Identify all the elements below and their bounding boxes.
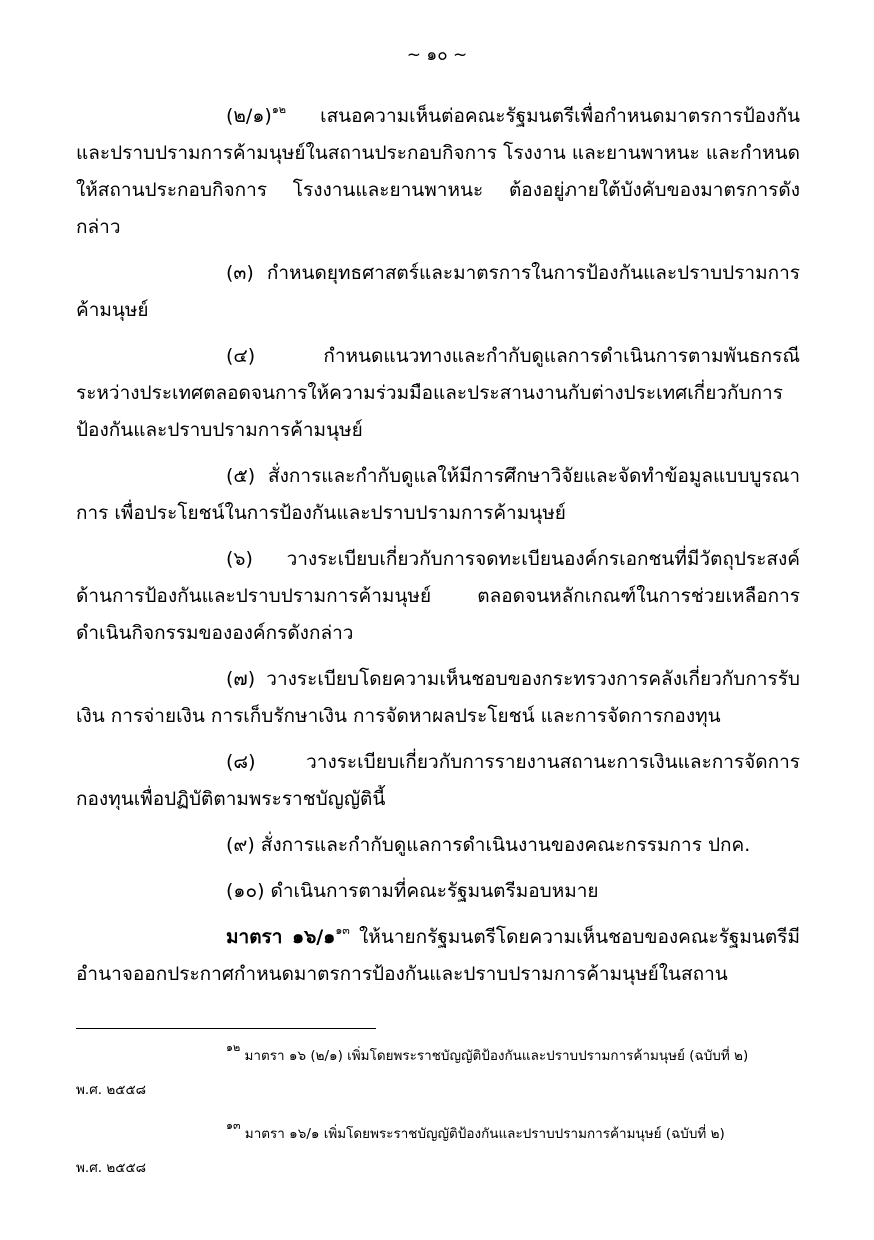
footnote-ref-12[interactable]: ๑๒: [271, 103, 287, 116]
footnote-mark: ๑๒: [226, 1041, 241, 1054]
paragraph-3: (๓) กำหนดยุทธศาสตร์และมาตรการในการป้องกันและปราบปรามการค้ามนุษย์: [76, 262, 800, 321]
paragraph-text: เสนอความเห็นต่อคณะรัฐมนตรีเพื่อกำหนดมาตรการป้องกันและปราบปรามการค้ามนุษย์ในสถานประกอบกิจการ โรงงาน และยานพาหนะ และกำหนดให้สถานประกอบกิจการ โรงงานและยานพาหนะ ต้องอยู่ภายใต้บังคับของมาตรการดังกล่าว: [76, 105, 800, 238]
paragraph-2-1: [76, 98, 800, 246]
paragraph-9: (๙) สั่งการและกำกับดูแลการดำเนินงานของคณะกรรมการ ปกค.: [226, 834, 751, 856]
section-16-1: [76, 919, 800, 993]
clause-number: (๒/๑): [226, 105, 272, 127]
footnote-text: มาตรา ๑๖/๑ เพิ่มโดยพระราชบัญญัติป้องกันและปราบปรามการค้ามนุษย์ (ฉบับที่ ๒): [240, 1126, 725, 1142]
page-number: ~ ๑๐ ~: [406, 45, 468, 65]
footnote-mark: ๑๓: [226, 1119, 241, 1132]
footnote-13-year: พ.ศ. ๒๕๕๘: [76, 1160, 147, 1176]
footnote-12: [76, 1042, 800, 1070]
paragraph-10: (๑๐) ดำเนินการตามที่คณะรัฐมนตรีมอบหมาย: [226, 880, 599, 902]
paragraph-7: (๗) วางระเบียบโดยความเห็นชอบของกระทรวงการคลังเกี่ยวกับการรับเงิน การจ่ายเงิน การเก็บรักษาเงิน การจัดหาผลประโยชน์ และการจัดการกองทุน: [76, 668, 800, 727]
footnote-text: มาตรา ๑๖ (๒/๑) เพิ่มโดยพระราชบัญญัติป้องกันและปราบปรามการค้ามนุษย์ (ฉบับที่ ๒): [240, 1048, 749, 1064]
footnote-13: [76, 1120, 800, 1148]
footnotes: [76, 1042, 800, 1198]
paragraph-5: (๕) สั่งการและกำกับดูแลให้มีการศึกษาวิจัยและจัดทำข้อมูลแบบบูรณาการ เพื่อประโยชน์ในการป้องกันและปราบปรามการค้ามนุษย์: [76, 465, 800, 524]
paragraph-8: (๘) วางระเบียบเกี่ยวกับการรายงานสถานะการเงินและการจัดการกองทุนเพื่อปฏิบัติตามพระราชบัญญัตินี้: [76, 751, 800, 810]
paragraph-4: (๔) กำหนดแนวทางและกำกับดูแลการดำเนินการตามพันธกรณีระหว่างประเทศตลอดจนการให้ความร่วมมือและประสานงานกับต่างประเทศเกี่ยวกับการป้องกันและปราบปรามการค้ามนุษย์: [76, 345, 800, 441]
paragraph-text: ให้นายกรัฐมนตรีโดยความเห็นชอบของคณะรัฐมนตรีมีอำนาจออกประกาศกำหนดมาตรการป้องกันและปราบปรามการค้ามนุษย์ในสถาน: [76, 926, 800, 985]
document-body: [76, 98, 800, 993]
footnote-divider: [76, 1028, 376, 1029]
footnote-ref-13[interactable]: ๑๓: [335, 924, 350, 937]
footnote-12-year: พ.ศ. ๒๕๕๘: [76, 1082, 147, 1098]
paragraph-6: (๖) วางระเบียบเกี่ยวกับการจดทะเบียนองค์กรเอกชนที่มีวัตถุประสงค์ด้านการป้องกันและปราบปรามการค้ามนุษย์ ตลอดจนหลักเกณฑ์ในการช่วยเหลือการดำเนินกิจกรรมขององค์กรดังกล่าว: [76, 548, 800, 644]
section-heading: มาตรา ๑๖/๑: [226, 926, 336, 948]
